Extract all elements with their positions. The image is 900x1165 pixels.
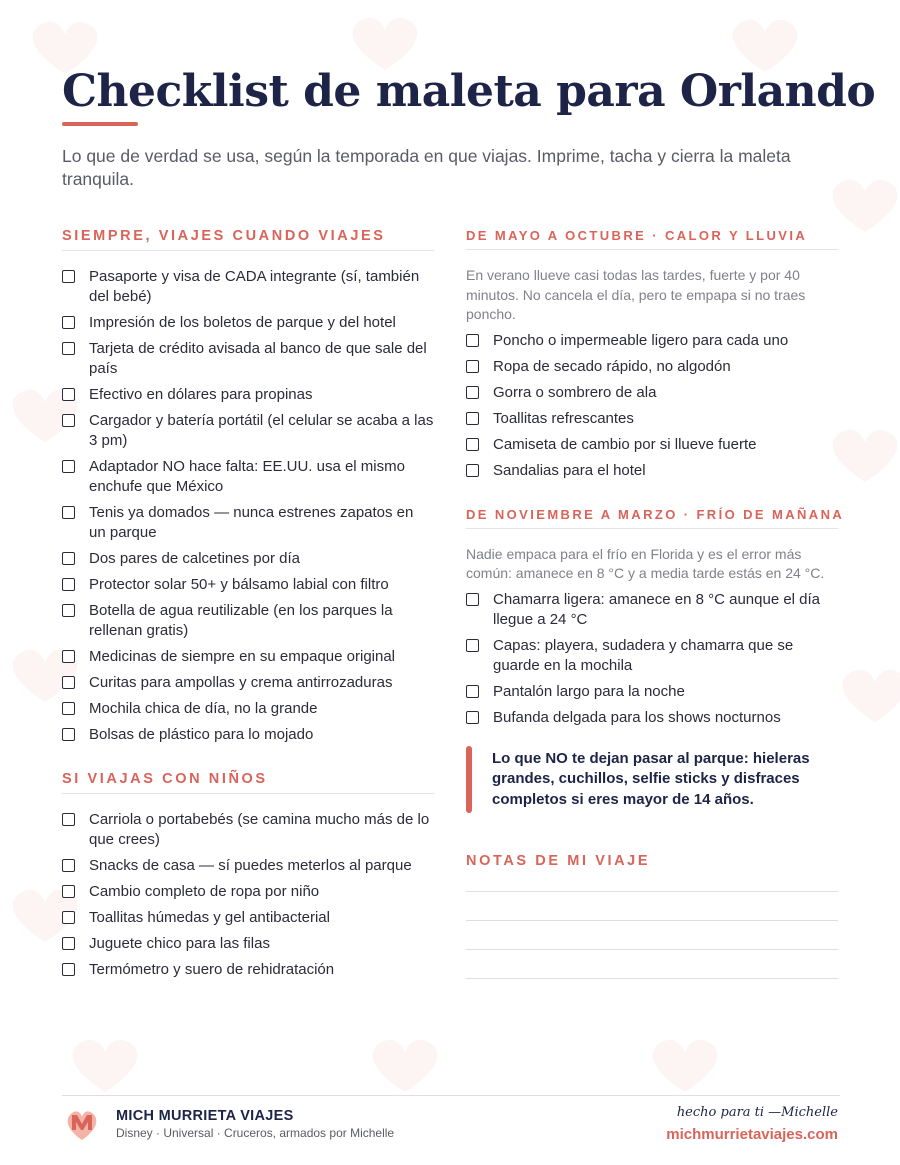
checklist-item[interactable] <box>62 267 434 307</box>
item-label: Pantalón largo para la noche <box>493 682 685 700</box>
checklist-item[interactable] <box>62 725 434 745</box>
section-heading-always: SIEMPRE, VIAJES CUANDO VIAJES <box>62 228 434 251</box>
item-label: Efectivo en dólares para propinas <box>89 386 313 403</box>
checklist-item[interactable] <box>62 908 434 928</box>
checkbox[interactable] <box>62 813 75 826</box>
checkbox[interactable] <box>466 412 479 425</box>
summer-note: En verano llueve casi todas las tardes, fuerte y por 40 minutos. No cancela el día, pero te empapa si no traes poncho. <box>466 267 806 322</box>
checkbox[interactable] <box>466 438 479 451</box>
checklist-always <box>62 267 434 745</box>
notes-lines[interactable] <box>466 869 838 979</box>
checklist-item[interactable] <box>466 636 838 676</box>
item-label: Tarjeta de crédito avisada al banco de que sale del país <box>89 340 427 377</box>
item-label: Mochila chica de día, no la grande <box>89 700 318 717</box>
checkbox[interactable] <box>62 460 75 473</box>
item-label: Medicinas de siempre en su empaque original <box>89 648 396 665</box>
item-label: Capas: playera, sudadera y chamarra que se guarde en la mochila <box>493 636 794 674</box>
checkbox[interactable] <box>466 711 479 724</box>
checklist-item[interactable] <box>62 699 434 719</box>
item-label: Poncho o impermeable ligero para cada uno <box>493 331 789 349</box>
item-label: Toallitas refrescantes <box>493 409 634 427</box>
checklist-item[interactable] <box>62 385 434 405</box>
checklist-item[interactable] <box>466 383 838 403</box>
right-column <box>466 228 845 979</box>
checklist-item[interactable] <box>62 549 434 569</box>
item-label: Snacks de casa — sí puedes meterlos al parque <box>89 857 412 874</box>
note-line[interactable] <box>466 869 838 892</box>
checklist-item[interactable] <box>62 960 434 980</box>
item-label: Chamarra ligera: amanece en 8 °C aunque el día llegue a 24 °C <box>493 590 821 628</box>
item-label: Bolsas de plástico para lo mojado <box>89 726 314 743</box>
brand-tagline: Disney · Universal · Cruceros, armados por Michelle <box>116 1126 395 1140</box>
checkbox[interactable] <box>62 552 75 565</box>
callout-accent-bar <box>466 746 472 814</box>
item-label: Adaptador NO hace falta: EE.UU. usa el mismo enchufe que México <box>89 458 405 495</box>
checkbox[interactable] <box>466 685 479 698</box>
item-label: Curitas para ampollas y crema antirrozaduras <box>89 674 393 691</box>
checkbox[interactable] <box>62 414 75 427</box>
checkbox[interactable] <box>466 639 479 652</box>
checkbox[interactable] <box>62 885 75 898</box>
heart-watermark-icon <box>360 1030 450 1100</box>
checkbox[interactable] <box>62 859 75 872</box>
section-heading-notes: NOTAS DE MI VIAJE <box>466 853 651 869</box>
checklist-item[interactable] <box>62 457 434 497</box>
checklist-item[interactable] <box>62 601 434 641</box>
item-label: Pasaporte y visa de CADA integrante (sí, también del bebé) <box>89 268 420 305</box>
brand-logo-icon <box>62 1103 102 1143</box>
item-label: Sandalias para el hotel <box>493 461 646 479</box>
heart-watermark-icon <box>830 660 900 730</box>
checklist-summer <box>466 331 838 481</box>
checklist-item[interactable] <box>62 934 434 954</box>
checklist-item[interactable] <box>62 313 434 333</box>
section-heading-kids: SI VIAJAS CON NIÑOS <box>62 771 434 794</box>
note-line[interactable] <box>466 921 838 950</box>
title-underline <box>62 122 138 126</box>
section-heading-summer: DE MAYO A OCTUBRE · CALOR Y LLUVIA <box>466 228 838 250</box>
item-label: Termómetro y suero de rehidratación <box>89 961 335 978</box>
checklist-item[interactable] <box>466 682 838 702</box>
checklist-item[interactable] <box>62 575 434 595</box>
checklist-item[interactable] <box>466 435 838 455</box>
winter-note: Nadie empaca para el frío en Florida y es el error más común: amanece en 8 °C y a media tarde estás en 24 °C. <box>466 545 825 581</box>
checkbox[interactable] <box>466 593 479 606</box>
item-label: Carriola o portabebés (se camina mucho más de lo que crees) <box>89 811 430 848</box>
checklist-item[interactable] <box>466 708 838 728</box>
item-label: Juguete chico para las filas <box>89 935 270 952</box>
checkbox[interactable] <box>62 506 75 519</box>
item-label: Botella de agua reutilizable (en los parques la rellenan gratis) <box>89 602 393 639</box>
checkbox[interactable] <box>62 728 75 741</box>
left-column <box>62 228 434 986</box>
item-label: Ropa de secado rápido, no algodón <box>493 357 731 375</box>
checkbox[interactable] <box>62 578 75 591</box>
brand-name: MICH MURRIETA VIAJES <box>116 1108 294 1124</box>
intro-text: Lo que de verdad se usa, según la temporada en que viajas. Imprime, tacha y cierra la maleta tranquila. <box>62 146 791 189</box>
checkbox[interactable] <box>62 388 75 401</box>
checklist-kids <box>62 810 434 980</box>
item-label: Dos pares de calcetines por día <box>89 550 300 567</box>
heart-watermark-icon <box>60 1030 150 1100</box>
checkbox[interactable] <box>62 702 75 715</box>
item-label: Cambio completo de ropa por niño <box>89 883 320 900</box>
checkbox[interactable] <box>62 604 75 617</box>
checklist-item[interactable] <box>466 331 838 351</box>
item-label: Impresión de los boletos de parque y del hotel <box>89 314 396 331</box>
checkbox[interactable] <box>62 911 75 924</box>
park-rules-callout <box>466 746 838 814</box>
checklist-item[interactable] <box>62 503 434 543</box>
checklist-item[interactable] <box>466 461 838 481</box>
item-label: Protector solar 50+ y bálsamo labial con filtro <box>89 576 389 593</box>
checklist-item[interactable] <box>62 339 434 379</box>
checkbox[interactable] <box>62 676 75 689</box>
item-label: Toallitas húmedas y gel antibacterial <box>89 909 330 926</box>
section-heading-winter: DE NOVIEMBRE A MARZO · FRÍO DE MAÑANA <box>466 507 838 529</box>
checklist-item[interactable] <box>62 411 434 451</box>
checkbox[interactable] <box>466 360 479 373</box>
item-label: Gorra o sombrero de ala <box>493 383 657 401</box>
checklist-item[interactable] <box>62 673 434 693</box>
checkbox[interactable] <box>466 334 479 347</box>
item-label: Bufanda delgada para los shows nocturnos <box>493 708 781 726</box>
item-label: Tenis ya domados — nunca estrenes zapatos en un parque <box>89 504 414 541</box>
note-line[interactable] <box>466 892 838 921</box>
note-line[interactable] <box>466 950 838 979</box>
checkbox[interactable] <box>62 270 75 283</box>
checklist-item[interactable] <box>466 409 838 429</box>
checklist-item[interactable] <box>62 647 434 667</box>
item-label: Camiseta de cambio por si llueve fuerte <box>493 435 757 453</box>
checklist-item[interactable] <box>62 856 434 876</box>
checkbox[interactable] <box>466 386 479 399</box>
checkbox[interactable] <box>466 464 479 477</box>
checkbox[interactable] <box>62 963 75 976</box>
checkbox[interactable] <box>62 342 75 355</box>
checkbox[interactable] <box>62 316 75 329</box>
footer-divider <box>62 1095 840 1096</box>
signature: hecho para ti —Michelle <box>676 1105 838 1120</box>
checklist-item[interactable] <box>466 590 838 630</box>
item-label: Cargador y batería portátil (el celular se acaba a las 3 pm) <box>89 412 434 449</box>
website-link[interactable]: michmurrietaviajes.com <box>666 1126 838 1143</box>
checklist-item[interactable] <box>62 882 434 902</box>
heart-watermark-icon <box>640 1030 730 1100</box>
checklist-item[interactable] <box>62 810 434 850</box>
page-title: Checklist de maleta para Orlando <box>62 66 876 117</box>
checkbox[interactable] <box>62 937 75 950</box>
checklist-winter <box>466 590 838 728</box>
callout-text: Lo que NO te dejan pasar al parque: hieleras grandes, cuchillos, selfie sticks y disfraces completos si eres mayor de 14 años. <box>492 749 810 808</box>
checkbox[interactable] <box>62 650 75 663</box>
checklist-item[interactable] <box>466 357 838 377</box>
